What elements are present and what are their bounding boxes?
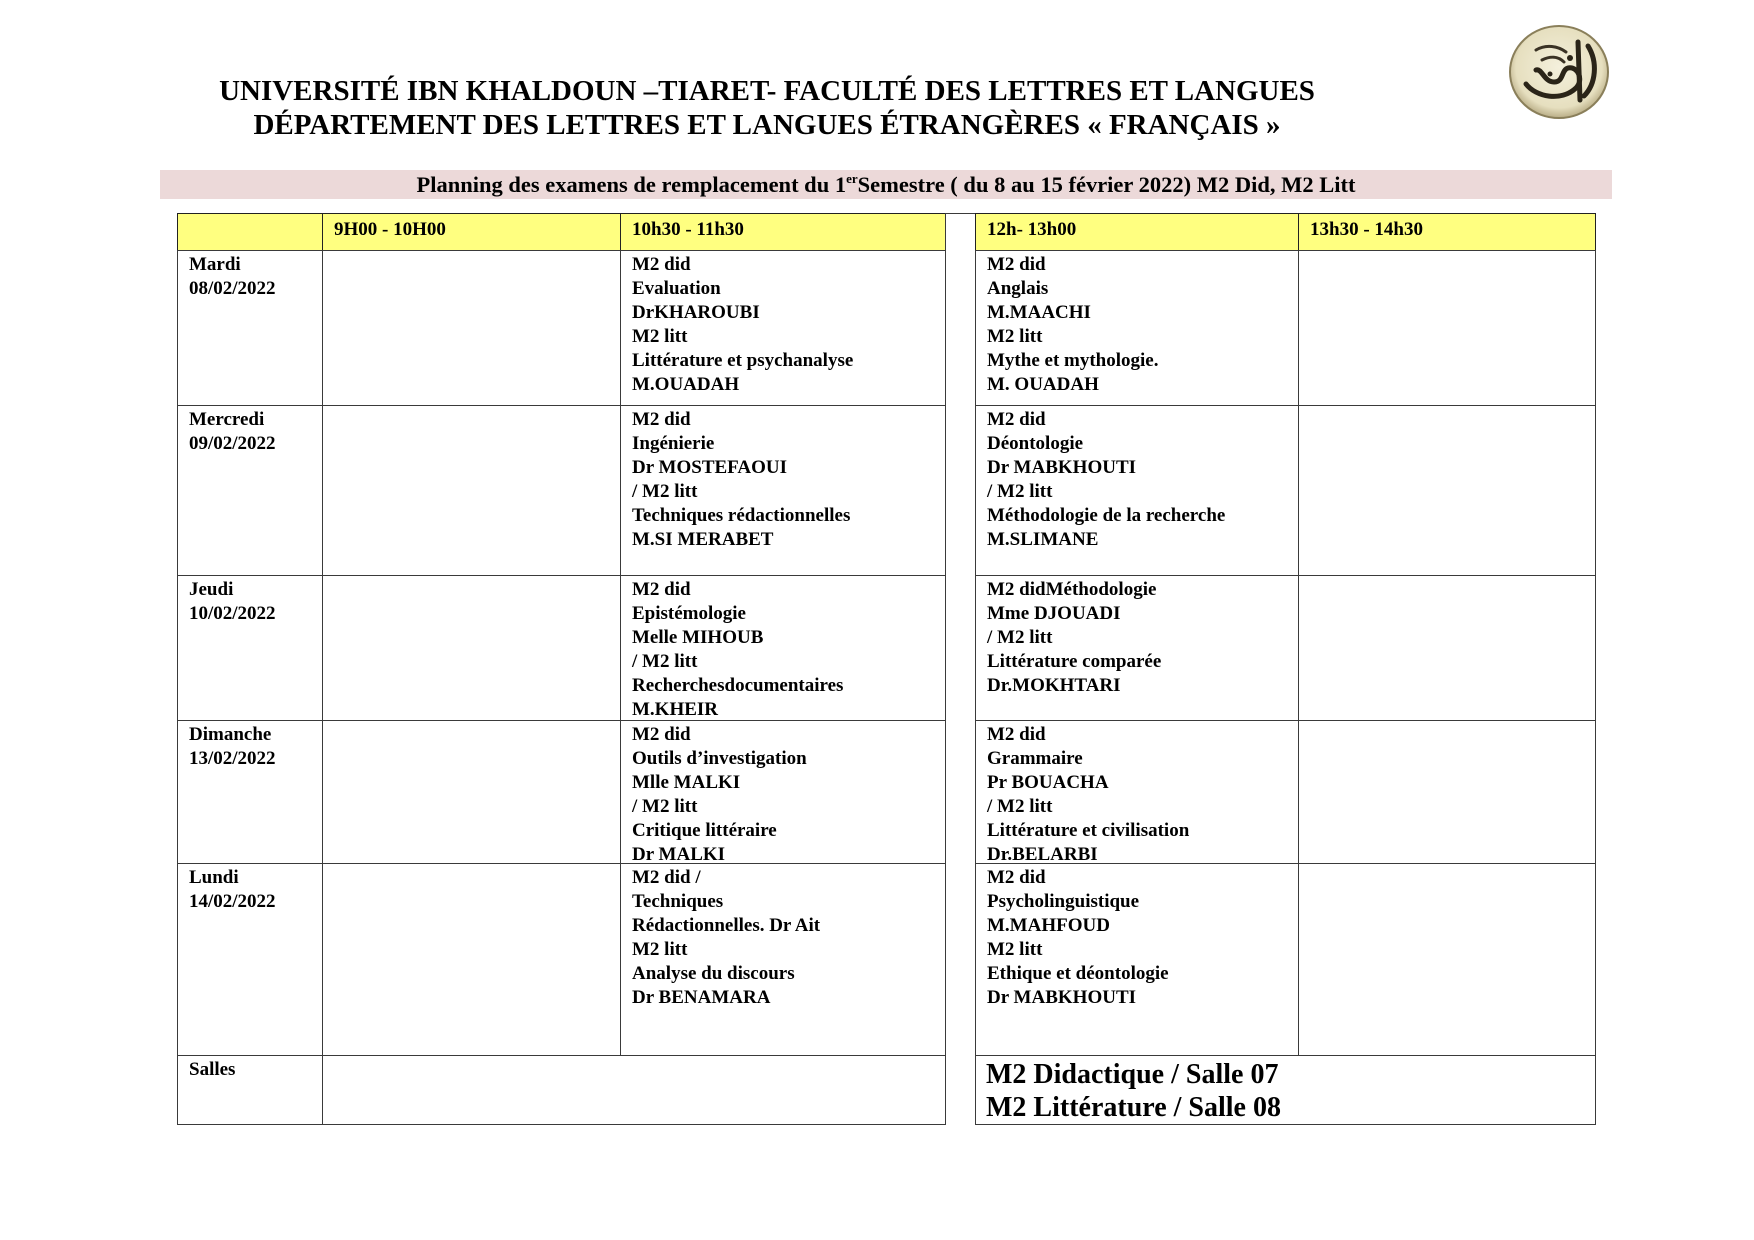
- salles-rooms-cell: [975, 1055, 1596, 1125]
- gap-cell: [945, 250, 976, 406]
- room-assignment: M2 Littérature / Salle 08: [986, 1092, 1281, 1123]
- day-cell: [177, 863, 323, 1056]
- exam-line: Mythe et mythologie.: [987, 350, 1159, 371]
- exam-cell-slot-10h30: [620, 250, 946, 406]
- gap-cell: [945, 863, 976, 1056]
- university-title: UNIVERSITÉ IBN KHALDOUN –TIARET- FACULTÉ DES LETTRES ET LANGUES: [219, 75, 1315, 107]
- exam-cell-slot-13h30: [1298, 720, 1596, 864]
- exam-line: Littérature et civilisation: [987, 820, 1190, 841]
- exam-line: M2 did: [632, 579, 691, 600]
- exam-planning-banner: [160, 170, 1612, 199]
- exam-line: Méthodologie de la recherche: [987, 505, 1226, 526]
- exam-line: Techniques rédactionnelles: [632, 505, 851, 526]
- exam-line: M.OUADAH: [632, 374, 740, 395]
- exam-line: M. OUADAH: [987, 374, 1099, 395]
- exam-cell-slot-13h30: [1298, 863, 1596, 1056]
- exam-line: Critique littéraire: [632, 820, 777, 841]
- exam-line: Grammaire: [987, 748, 1083, 769]
- gap-cell: [945, 575, 976, 721]
- exam-cell-slot-13h30: [1298, 575, 1596, 721]
- exam-line: Anglais: [987, 278, 1049, 299]
- gap-cell: [945, 405, 976, 576]
- exam-line: Mlle MALKI: [632, 772, 741, 793]
- exam-line: DrKHAROUBI: [632, 302, 760, 323]
- day-date: 13/02/2022: [189, 748, 276, 769]
- exam-line: / M2 litt: [632, 481, 698, 502]
- exam-cell-slot-13h30: [1298, 250, 1596, 406]
- exam-line: Ingénierie: [632, 433, 715, 454]
- exam-line: M2 did: [987, 254, 1046, 275]
- header-cell-gap-column: [945, 213, 976, 251]
- exam-line: M2 did: [632, 724, 691, 745]
- day-cell: [177, 575, 323, 721]
- exam-line: / M2 litt: [632, 651, 698, 672]
- exam-line: M2 litt: [632, 326, 688, 347]
- time-slot-label: 12h- 13h00: [987, 219, 1077, 240]
- header-cell-slot-13h30: [1298, 213, 1596, 251]
- exam-line: M.SLIMANE: [987, 529, 1099, 550]
- exam-line: Littérature comparée: [987, 651, 1162, 672]
- header-cell-slot-9h: [322, 213, 621, 251]
- exam-line: M2 litt: [987, 326, 1043, 347]
- exam-line: Littérature et psychanalyse: [632, 350, 854, 371]
- exam-line: Outils d’investigation: [632, 748, 807, 769]
- gap-cell: [945, 720, 976, 864]
- exam-line: Melle MIHOUB: [632, 627, 764, 648]
- exam-cell-slot-9h: [322, 720, 621, 864]
- exam-line: M.MAHFOUD: [987, 915, 1110, 936]
- exam-line: / M2 litt: [987, 627, 1053, 648]
- exam-line: M.KHEIR: [632, 699, 719, 720]
- exam-line: Dr MOSTEFAOUI: [632, 457, 787, 478]
- exam-line: M2 litt: [987, 939, 1043, 960]
- day-date: 14/02/2022: [189, 891, 276, 912]
- header-cell-slot-12h: [975, 213, 1299, 251]
- day-date: 10/02/2022: [189, 603, 276, 624]
- day-date: 09/02/2022: [189, 433, 276, 454]
- day-name: Mardi: [189, 254, 241, 275]
- time-slot-label: 10h30 - 11h30: [632, 219, 744, 240]
- exam-line: M2 did: [987, 409, 1046, 430]
- exam-cell-slot-10h30: [620, 720, 946, 864]
- exam-line: / M2 litt: [987, 796, 1053, 817]
- salles-left-cell: [322, 1055, 946, 1125]
- exam-line: / M2 litt: [987, 481, 1053, 502]
- header-cell-slot-10h30: [620, 213, 946, 251]
- exam-line: Dr.MOKHTARI: [987, 675, 1121, 696]
- exam-cell-slot-12h: [975, 863, 1299, 1056]
- exam-line: Psycholinguistique: [987, 891, 1140, 912]
- exam-line: M.SI MERABET: [632, 529, 774, 550]
- day-date: 08/02/2022: [189, 278, 276, 299]
- exam-line: Recherchesdocumentaires: [632, 675, 844, 696]
- day-cell: [177, 405, 323, 576]
- day-cell: [177, 720, 323, 864]
- exam-line: Dr MALKI: [632, 844, 726, 865]
- salles-label: Salles: [189, 1059, 236, 1080]
- exam-cell-slot-9h: [322, 863, 621, 1056]
- exam-cell-slot-12h: [975, 405, 1299, 576]
- exam-line: Evaluation: [632, 278, 721, 299]
- exam-line: Dr.BELARBI: [987, 844, 1098, 865]
- day-name: Jeudi: [189, 579, 234, 600]
- exam-line: Pr BOUACHA: [987, 772, 1109, 793]
- day-cell: [177, 250, 323, 406]
- department-title: DÉPARTEMENT DES LETTRES ET LANGUES ÉTRANGÈRES « FRANÇAIS »: [253, 109, 1281, 141]
- exam-line: Analyse du discours: [632, 963, 795, 984]
- exam-line: / M2 litt: [632, 796, 698, 817]
- exam-cell-slot-12h: [975, 720, 1299, 864]
- time-slot-label: 9H00 - 10H00: [334, 219, 446, 240]
- exam-cell-slot-13h30: [1298, 405, 1596, 576]
- exam-line: Mme DJOUADI: [987, 603, 1121, 624]
- room-assignment: M2 Didactique / Salle 07: [986, 1059, 1279, 1090]
- exam-line: M2 did: [632, 254, 691, 275]
- exam-line: M2 did: [987, 867, 1046, 888]
- exam-line: M2 did: [987, 724, 1046, 745]
- exam-cell-slot-9h: [322, 575, 621, 721]
- exam-cell-slot-9h: [322, 250, 621, 406]
- exam-line: M2 did /: [632, 867, 701, 888]
- day-name: Lundi: [189, 867, 239, 888]
- exam-cell-slot-10h30: [620, 863, 946, 1056]
- banner-text: Planning des examens de remplacement du 1erSemestre ( du 8 au 15 février 2022) M2 Did, M2 Litt: [416, 171, 1356, 197]
- salles-label-cell: [177, 1055, 323, 1125]
- exam-line: Epistémologie: [632, 603, 746, 624]
- exam-line: M2 didMéthodologie: [987, 579, 1157, 600]
- exam-line: Rédactionnelles. Dr Ait: [632, 915, 821, 936]
- exam-line: Dr BENAMARA: [632, 987, 771, 1008]
- exam-cell-slot-10h30: [620, 575, 946, 721]
- exam-line: M2 litt: [632, 939, 688, 960]
- time-slot-label: 13h30 - 14h30: [1310, 219, 1423, 240]
- exam-line: Déontologie: [987, 433, 1084, 454]
- exam-cell-slot-10h30: [620, 405, 946, 576]
- exam-line: Ethique et déontologie: [987, 963, 1169, 984]
- exam-line: Dr MABKHOUTI: [987, 457, 1137, 478]
- exam-line: Dr MABKHOUTI: [987, 987, 1137, 1008]
- exam-cell-slot-12h: [975, 575, 1299, 721]
- exam-line: M2 did: [632, 409, 691, 430]
- university-logo-icon: [1506, 22, 1612, 122]
- exam-cell-slot-9h: [322, 405, 621, 576]
- exam-line: M.MAACHI: [987, 302, 1091, 323]
- day-name: Mercredi: [189, 409, 265, 430]
- exam-cell-slot-12h: [975, 250, 1299, 406]
- day-name: Dimanche: [189, 724, 272, 745]
- gap-cell: [945, 1055, 976, 1125]
- header-cell-day-column: [177, 213, 323, 251]
- exam-line: Techniques: [632, 891, 724, 912]
